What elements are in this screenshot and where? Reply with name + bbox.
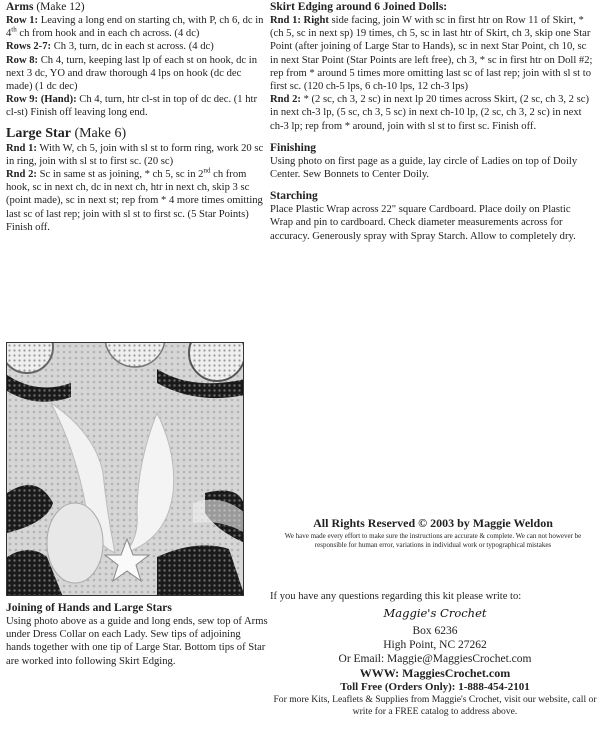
arms-row-9: Row 9: (Hand): Ch 4, turn, htr cl-st in top of dc dec. (1 htr cl-st) Finish off leaving long end. <box>6 94 257 119</box>
finishing-heading: Finishing <box>270 141 317 154</box>
address-box: Box 6236 <box>412 625 458 637</box>
arms-row-1: Row 1: Leaving a long end on starting ch, with P, ch 6, dc in 4th ch from hook and in each ch across. (4 dc) <box>6 15 264 40</box>
contact-block <box>270 590 600 717</box>
contact-more-info: For more Kits, Leaflets & Supplies from Maggie's Crochet, visit our website, call or write for a FREE catalog to address above. <box>273 694 597 717</box>
left-column <box>6 0 268 234</box>
arms-rows-2-7: Rows 2-7: Ch 3, turn, dc in each st across. (4 dc) <box>6 41 214 53</box>
address-city: High Point, NC 27262 <box>383 639 487 651</box>
large-star-heading: Large Star (Make 6) <box>6 125 127 141</box>
copyright-block <box>270 517 596 549</box>
copyright-line: All Rights Reserved © 2003 by Maggie Weldon <box>313 516 553 530</box>
starching-heading: Starching <box>270 190 318 203</box>
skirt-heading: Skirt Edging around 6 Joined Dolls: <box>270 1 448 13</box>
contact-intro: If you have any questions regarding this kit please write to: <box>270 591 522 602</box>
star-rnd-1: Rnd 1: With W, ch 5, join with sl st to form ring, work 20 sc in ring, join with sl st to first sc. (20 sc) <box>6 142 264 167</box>
star-rnd-2: Rnd 2: Sc in same st as joining, * ch 5, sc in 2nd ch from hook, sc in next ch, dc in next ch, htr in next ch, skip 3 sc (point made), sc in next st; rep from * 4 more times omitting last sc of last rep; join with sl st to first sc. (5 Star Points) Finish off. <box>6 166 263 233</box>
crochet-photo-illustration <box>7 343 244 596</box>
starching-text: Place Plastic Wrap across 22" square Cardboard. Place doily on Plastic Wrap and pin to cardboard. Check diameter measurements across for accuracy. Generously spray with Spray Starch. Allow to completely dry. <box>270 204 576 242</box>
contact-website[interactable]: WWW: MaggiesCrochet.com <box>359 666 511 680</box>
skirt-rnd-1: Rnd 1: Right side facing, join W with sc in first htr on Row 11 of Skirt, * (ch 5, sc in next sp) 19 times, ch 5, sc in last htr of Skirt, ch 3, skip one Star Point (after joining of Large Star to Hands), sc in next Star Point, ch 10, sc in next Star Point (Star Points are left free), ch 3, * sc in first htr on Doll #2; rep from * around 5 times more omitting last sc of last rep; join with sl st to first sc. (120 ch-5 lps, 6 ch-10 lps, 12 ch-3 lps) <box>270 15 593 93</box>
disclaimer-text: We have made every effort to make sure the instructions are accurate & complete. We can not however be responsible for human error, variations in individual work or typographical mistakes <box>284 532 582 549</box>
joining-heading: Joining of Hands and Large Stars <box>6 602 172 614</box>
finishing-text: Using photo on first page as a guide, lay circle of Ladies on top of Doily Center. Sew Bonnets to Center Doily. <box>270 155 578 181</box>
right-column <box>270 0 596 243</box>
brand-logo: Maggie's Crochet <box>383 606 487 620</box>
contact-toll-free: Toll Free (Orders Only): 1-888-454-2101 <box>340 681 530 693</box>
contact-email[interactable]: Or Email: Maggie@MaggiesCrochet.com <box>338 653 532 665</box>
joining-section <box>6 601 268 668</box>
arms-heading: Arms (Make 12) <box>6 1 85 13</box>
skirt-rnd-2: Rnd 2: * (2 sc, ch 3, 2 sc) in next lp 20 times across Skirt, (2 sc, ch 3, 2 sc) in next ch-3 lp, (5 sc, ch 3, 5 sc) in next ch-10 lp, (2 sc, ch 3, 2 sc) in next ch-3 lp; rep from * around, join with sl st to first sc. Finish off. <box>270 94 589 132</box>
crochet-photo <box>6 342 244 596</box>
arms-row-8: Row 8: Ch 4, turn, keeping last lp of each st on hook, dc in next 3 dc, YO and draw thorough 4 lps on hook (dc dec made) (1 dc dec) <box>6 54 257 93</box>
joining-text: Using photo above as a guide and long ends, sew top of Arms under Dress Collar on each Lady. Sew tips of adjoining hands together with one tip of Large Star. Bottom tips of Star are worked into following Skirt Edging. <box>6 616 268 667</box>
